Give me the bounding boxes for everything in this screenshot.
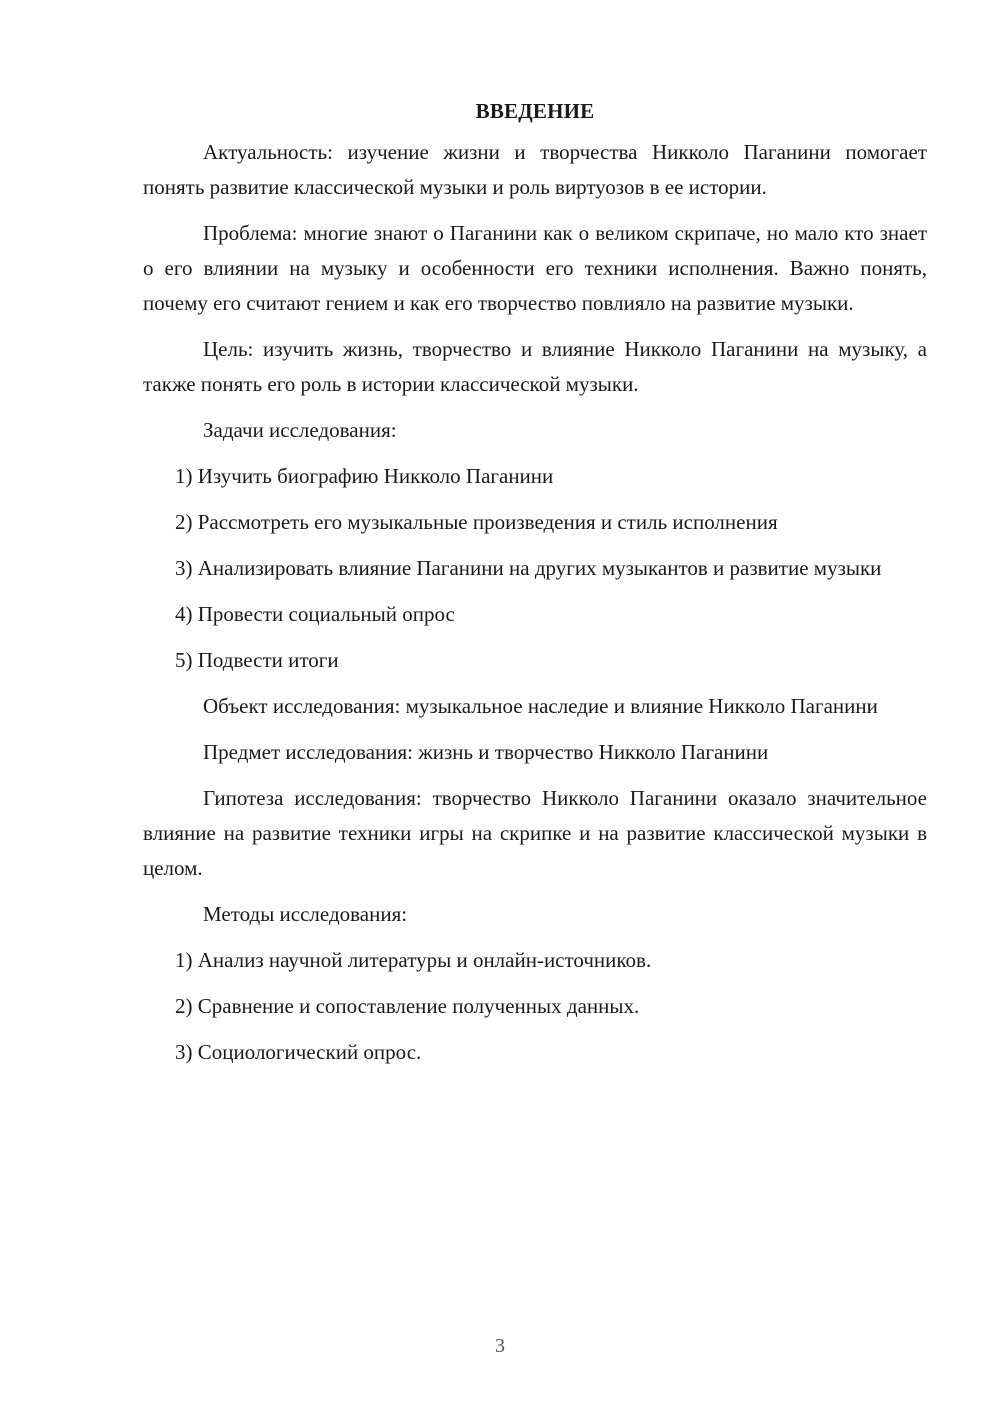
- task-item: 3) Анализировать влияние Паганини на других музыкантов и развитие музыки: [175, 556, 882, 580]
- section-title: ВВЕДЕНИЕ: [475, 99, 595, 123]
- task-item: 1) Изучить биографию Никколо Паганини: [175, 464, 554, 488]
- task-item: 5) Подвести итоги: [175, 648, 339, 672]
- method-item: 3) Социологический опрос.: [175, 1040, 422, 1064]
- object-paragraph: Объект исследования: музыкальное наследие и влияние Никколо Паганини: [203, 694, 878, 718]
- goal-paragraph: Цель: изучить жизнь, творчество и влияние Никколо Паганини на музыку, а также понять его роль в истории классической музыки.: [143, 337, 927, 396]
- subject-paragraph: Предмет исследования: жизнь и творчество Никколо Паганини: [203, 740, 769, 764]
- method-item: 1) Анализ научной литературы и онлайн-источников.: [175, 948, 652, 972]
- hypothesis-paragraph: Гипотеза исследования: творчество Никколо Паганини оказало значительное влияние на развитие техники игры на скрипке и на развитие классической музыки в целом.: [143, 786, 927, 880]
- task-item: 2) Рассмотреть его музыкальные произведения и стиль исполнения: [175, 510, 778, 534]
- page-content: [143, 93, 927, 1081]
- problem-paragraph: Проблема: многие знают о Паганини как о великом скрипаче, но мало кто знает о его влиянии на музыку и особенности его техники исполнения. Важно понять, почему его считают гением и как его творчество повлияло на развитие музыки.: [143, 221, 927, 315]
- task-item: 4) Провести социальный опрос: [175, 602, 455, 626]
- methods-heading: Методы исследования:: [203, 902, 408, 926]
- relevance-paragraph: Актуальность: изучение жизни и творчества Никколо Паганини помогает понять развитие классической музыки и роль виртуозов в ее истории.: [143, 140, 927, 199]
- page-number: 3: [495, 1335, 505, 1357]
- tasks-heading: Задачи исследования:: [203, 418, 397, 442]
- method-item: 2) Сравнение и сопоставление полученных данных.: [175, 994, 640, 1018]
